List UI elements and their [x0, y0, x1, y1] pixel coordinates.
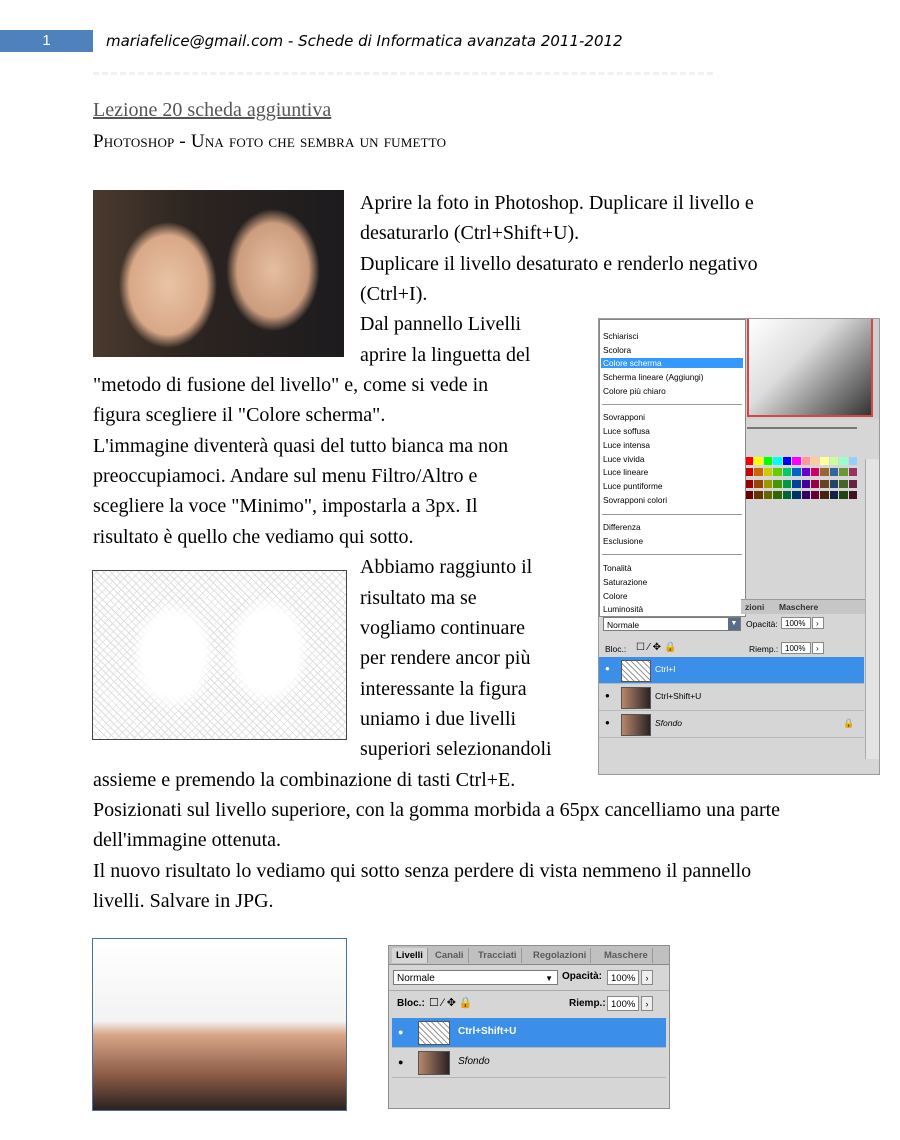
- menu-item[interactable]: Scherma lineare (Aggiungi): [603, 372, 704, 382]
- text-line: superiori selezionandoli: [360, 738, 552, 760]
- opacity-input[interactable]: 100%: [781, 617, 811, 629]
- lock-icon: 🔒: [843, 718, 855, 728]
- menu-item[interactable]: Luce intensa: [603, 440, 651, 450]
- tab-channels[interactable]: Canali: [431, 948, 469, 963]
- tab-masks[interactable]: Maschere: [600, 948, 653, 963]
- header-text: mariafelice@gmail.com - Schede di Informatica avanzata 2011-2012: [106, 32, 623, 50]
- zoom-slider[interactable]: [747, 427, 857, 429]
- text-line: livelli. Salvare in JPG.: [93, 890, 274, 912]
- eye-icon[interactable]: ●: [398, 1027, 404, 1037]
- scrollbar[interactable]: [865, 459, 879, 759]
- text-line: L'immagine diventerà quasi del tutto bianca ma non: [93, 435, 509, 457]
- text-line: desaturarlo (Ctrl+Shift+U).: [360, 222, 580, 244]
- layers-tab-row: [741, 599, 879, 614]
- layer-name: Sfondo: [458, 1056, 490, 1067]
- menu-item-selected[interactable]: Colore scherma: [601, 358, 743, 368]
- menu-item[interactable]: Luce vivida: [603, 454, 645, 464]
- fill-arrow-icon[interactable]: ›: [812, 642, 824, 654]
- text-line: per rendere ancor più: [360, 647, 531, 669]
- tab-masks[interactable]: Maschere: [779, 602, 819, 612]
- blend-mode-menu[interactable]: [599, 319, 746, 617]
- menu-item[interactable]: Luce soffusa: [603, 426, 650, 436]
- menu-item[interactable]: Saturazione: [603, 577, 648, 587]
- layer-row-active[interactable]: [599, 657, 864, 684]
- text-line: uniamo i due livelli: [360, 708, 517, 730]
- lock-icons[interactable]: ☐⁄✥🔒: [429, 997, 476, 1009]
- opacity-arrow-icon[interactable]: ›: [641, 970, 653, 985]
- tab-paths[interactable]: Tracciati: [474, 948, 522, 963]
- text-line: risultato è quello che vediamo qui sotto.: [93, 526, 414, 548]
- opacity-label: Opacità:: [746, 619, 778, 629]
- text-line: (Ctrl+I).: [360, 283, 428, 305]
- swatches-palette[interactable]: [745, 457, 857, 501]
- text-line: "metodo di fusione del livello" e, come si vede in: [93, 374, 489, 396]
- tab-adjustments[interactable]: Regolazioni: [529, 948, 591, 963]
- photo-final-result: [92, 938, 347, 1111]
- blend-mode-value: Normale: [607, 620, 640, 630]
- layer-row-active[interactable]: [392, 1018, 666, 1048]
- layer-name: Ctrl+I: [655, 664, 676, 674]
- layer-name: Sfondo: [655, 718, 682, 728]
- menu-item[interactable]: Luce lineare: [603, 467, 649, 477]
- eye-icon[interactable]: ●: [605, 691, 610, 700]
- layer-row[interactable]: [392, 1048, 666, 1078]
- canvas-preview: [747, 319, 873, 417]
- text-line: aprire la linguetta del: [360, 344, 531, 366]
- fill-arrow-icon[interactable]: ›: [641, 996, 653, 1011]
- layer-thumbnail: [621, 660, 651, 682]
- menu-item[interactable]: Tonalità: [603, 563, 632, 573]
- tab-layers[interactable]: Livelli: [392, 948, 428, 963]
- menu-separator: [602, 404, 742, 405]
- layer-name: Ctrl+Shift+U: [458, 1026, 517, 1037]
- menu-item[interactable]: Differenza: [603, 522, 641, 532]
- fill-label: Riemp.:: [569, 998, 606, 1009]
- menu-item[interactable]: Luminosità: [603, 604, 644, 614]
- opacity-label: Opacità:: [562, 971, 603, 982]
- photo-sketch-result: [92, 570, 347, 740]
- menu-item[interactable]: Colore più chiaro: [603, 386, 666, 396]
- header-divider: [93, 72, 713, 75]
- menu-item[interactable]: Scolora: [603, 345, 632, 355]
- page-number: 1: [42, 32, 51, 49]
- menu-separator: [602, 514, 742, 515]
- page-subtitle: Photoshop - Una foto che sembra un fumetto: [93, 131, 447, 152]
- menu-item[interactable]: Sovrapponi colori: [603, 495, 668, 505]
- text-line: Aprire la foto in Photoshop. Duplicare il livello e: [360, 192, 754, 214]
- menu-item[interactable]: Luce puntiforme: [603, 481, 663, 491]
- blend-mode-value: Normale: [397, 973, 435, 984]
- text-line: Duplicare il livello desaturato e renderlo negativo: [360, 253, 758, 275]
- menu-separator: [602, 554, 742, 555]
- chevron-down-icon[interactable]: ▼: [728, 618, 740, 630]
- text-line: vogliamo continuare: [360, 617, 525, 639]
- text-line: Il nuovo risultato lo vediamo qui sotto senza perdere di vista nemmeno il pannello: [93, 860, 752, 882]
- photo-original: [93, 190, 344, 357]
- layer-thumbnail: [621, 687, 651, 709]
- text-line: dell'immagine ottenuta.: [93, 829, 281, 851]
- menu-item[interactable]: Sovrapponi: [603, 412, 645, 422]
- lesson-title: Lezione 20 scheda aggiuntiva: [93, 99, 332, 121]
- eye-icon[interactable]: ●: [398, 1057, 404, 1067]
- tab-adjustments[interactable]: zioni: [745, 602, 765, 612]
- panel-divider: [389, 990, 669, 991]
- opacity-input[interactable]: 100%: [607, 970, 639, 985]
- text-line: Posizionati sul livello superiore, con la gomma morbida a 65px cancelliamo una parte: [93, 799, 781, 821]
- opacity-arrow-icon[interactable]: ›: [812, 617, 824, 629]
- fill-input[interactable]: 100%: [607, 996, 639, 1011]
- fill-input[interactable]: 100%: [781, 642, 811, 654]
- layer-row[interactable]: [599, 684, 864, 711]
- text-line: assieme e premendo la combinazione di tasti Ctrl+E.: [93, 769, 516, 791]
- chevron-down-icon[interactable]: ▼: [545, 974, 553, 983]
- blend-mode-select[interactable]: [393, 970, 558, 985]
- text-line: interessante la figura: [360, 678, 527, 700]
- photoshop-layers-panel: [388, 945, 670, 1109]
- layer-thumbnail: [418, 1051, 450, 1075]
- lock-icons[interactable]: ☐⁄✥🔒: [636, 642, 680, 653]
- menu-item[interactable]: Schiarisci: [603, 331, 639, 341]
- text-line: Dal pannello Livelli: [360, 313, 522, 335]
- menu-item[interactable]: Esclusione: [603, 536, 644, 546]
- text-line: figura scegliere il "Colore scherma".: [93, 404, 386, 426]
- eye-icon[interactable]: ●: [605, 718, 610, 727]
- text-line: risultato ma se: [360, 587, 477, 609]
- layer-name: Ctrl+Shift+U: [655, 691, 702, 701]
- menu-item[interactable]: Colore: [603, 591, 628, 601]
- lock-label: Bloc.:: [397, 998, 425, 1009]
- text-line: preoccupiamoci. Andare sul menu Filtro/Altro e: [93, 465, 478, 487]
- text-line: Abbiamo raggiunto il: [360, 556, 533, 578]
- layer-thumbnail: [621, 714, 651, 736]
- panel-tabs: [389, 946, 669, 965]
- text-line: scegliere la voce "Minimo", impostarla a 3px. Il: [93, 495, 478, 517]
- eye-icon[interactable]: ●: [605, 664, 610, 673]
- layer-row[interactable]: [599, 711, 864, 738]
- photoshop-layers-screenshot: [598, 318, 880, 775]
- lock-label: Bloc.:: [605, 644, 627, 654]
- layer-thumbnail: [418, 1021, 450, 1045]
- fill-label: Riemp.:: [749, 644, 779, 654]
- blend-mode-select[interactable]: [603, 617, 741, 631]
